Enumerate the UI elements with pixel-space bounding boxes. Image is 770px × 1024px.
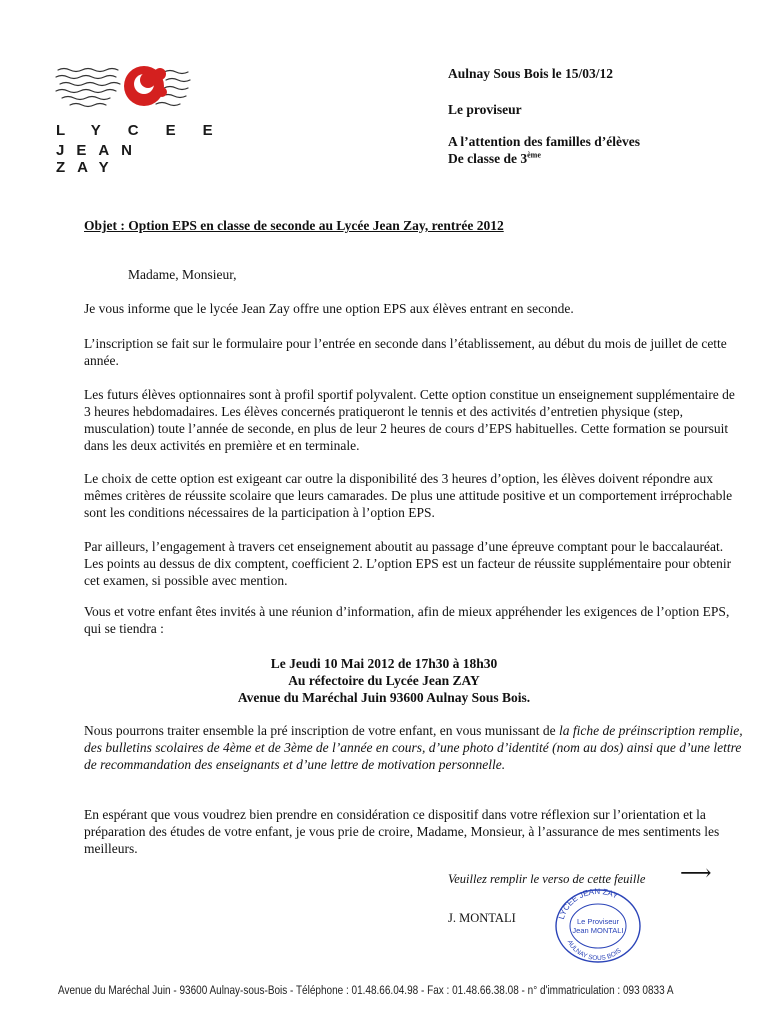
school-logo [52, 58, 240, 176]
meeting-date: Le Jeudi 10 Mai 2012 de 17h30 à 18h30 [270, 656, 498, 671]
stamp-line-2: Jean MONTALI [572, 926, 624, 935]
preinscription-documents: la fiche de préinscription remplie, des bulletins scolaires de 4ème et de 3ème de l’année en cours, d’une photo d’identité (nom au dos) ainsi que d’une lettre de recommandation des enseignants et d’une lettre de motivation personnelle. [84, 723, 743, 772]
official-stamp [553, 886, 643, 964]
footer-address: Avenue du Maréchal Juin - 93600 Aulnay-sous-Bois - Téléphone : 01.48.66.04.98 - Fax : 01.48.66.38.08 - n° d'immatriculation : 093 0833 A [58, 983, 674, 997]
logo-emblem-icon [52, 58, 202, 118]
attention-class: De classe de 3 [448, 151, 528, 166]
paragraph-baccalaureat: Par ailleurs, l’engagement à travers cet enseignement aboutit au passage d’une épreuve comptant pour le baccalauréat. Les points au dessus de dix comptent, coefficient 2. L’option EPS est un facteur de réussite supplémentaire pour obtenir cet examen, si possible avec mention. [84, 539, 732, 588]
paragraph-closing: En espérant que vous voudrez bien prendre en considération ce dispositif dans votre réflexion sur l’orientation et la préparation des études de votre enfant, je vous prie de croire, Madame, Monsieur, à l’assurance de mes sentiments les meilleurs. [84, 807, 720, 856]
sender: Le proviseur [448, 102, 522, 117]
signature-name: J. MONTALI [448, 911, 516, 925]
logo-lycee-text: LYCEE [56, 122, 240, 139]
verso-note: Veuillez remplir le verso de cette feuille [448, 872, 646, 886]
preinscription-text: Nous pourrons traiter ensemble la pré inscription de votre enfant, en vous munissant de [84, 723, 560, 738]
stamp-line-1: Le Proviseur [576, 917, 620, 926]
letter-subject: Objet : Option EPS en classe de seconde au Lycée Jean Zay, rentrée 2012 [84, 218, 504, 233]
salutation: Madame, Monsieur, [128, 267, 237, 282]
arrow-right-icon: ⟶ [680, 860, 712, 885]
paragraph-invitation: Vous et votre enfant êtes invités à une réunion d’information, afin de mieux appréhender les exigences de l’option EPS, qui se tiendra : [84, 604, 730, 636]
svg-text:LYCEE JEAN ZAY: LYCEE JEAN ZAY [556, 886, 620, 921]
attention-line-2 [448, 151, 541, 167]
stamp-seal-icon [553, 886, 643, 964]
paragraph-preinscription [84, 722, 744, 773]
paragraph-inscription: L’inscription se fait sur le formulaire pour l’entrée en seconde dans l’établissement, au début du mois de juillet de cette année. [84, 336, 727, 368]
attention-line-1: A l’attention des familles d’élèves [448, 134, 640, 149]
paragraph-requirements: Le choix de cette option est exigeant car outre la disponibilité des 3 heures d’option, les élèves doivent répondre aux mêmes critères de réussite scolaire que leurs camarades. De plus une attitude positive et un comportement irréprochable sont les conditions nécessaires de la participation à l’option EPS. [84, 471, 733, 520]
paragraph-intro: Je vous informe que le lycée Jean Zay offre une option EPS aux élèves entrant en seconde. [84, 301, 574, 316]
attention-class-superscript: ème [527, 150, 541, 160]
place-date: Aulnay Sous Bois le 15/03/12 [448, 66, 614, 81]
svg-text:AULNAY SOUS BOIS: AULNAY SOUS BOIS [565, 939, 623, 963]
paragraph-profile: Les futurs élèves optionnaires sont à profil sportif polyvalent. Cette option constitue un enseignement supplémentaire de 3 heures hebdomadaires. Les élèves concernés pratiqueront le tennis et des activités d’entretien physique (step, musculation) toute l’année de seconde, en plus de leur 2 heures de cours d’EPS habituelles. Cette formation se poursuit dans les deux activités en première et en terminale. [84, 387, 735, 453]
meeting-address: Avenue du Maréchal Juin 93600 Aulnay Sous Bois. [237, 690, 531, 705]
meeting-place: Au réfectoire du Lycée Jean ZAY [288, 673, 480, 688]
logo-jean-zay-text: JEAN ZAY [56, 142, 145, 176]
